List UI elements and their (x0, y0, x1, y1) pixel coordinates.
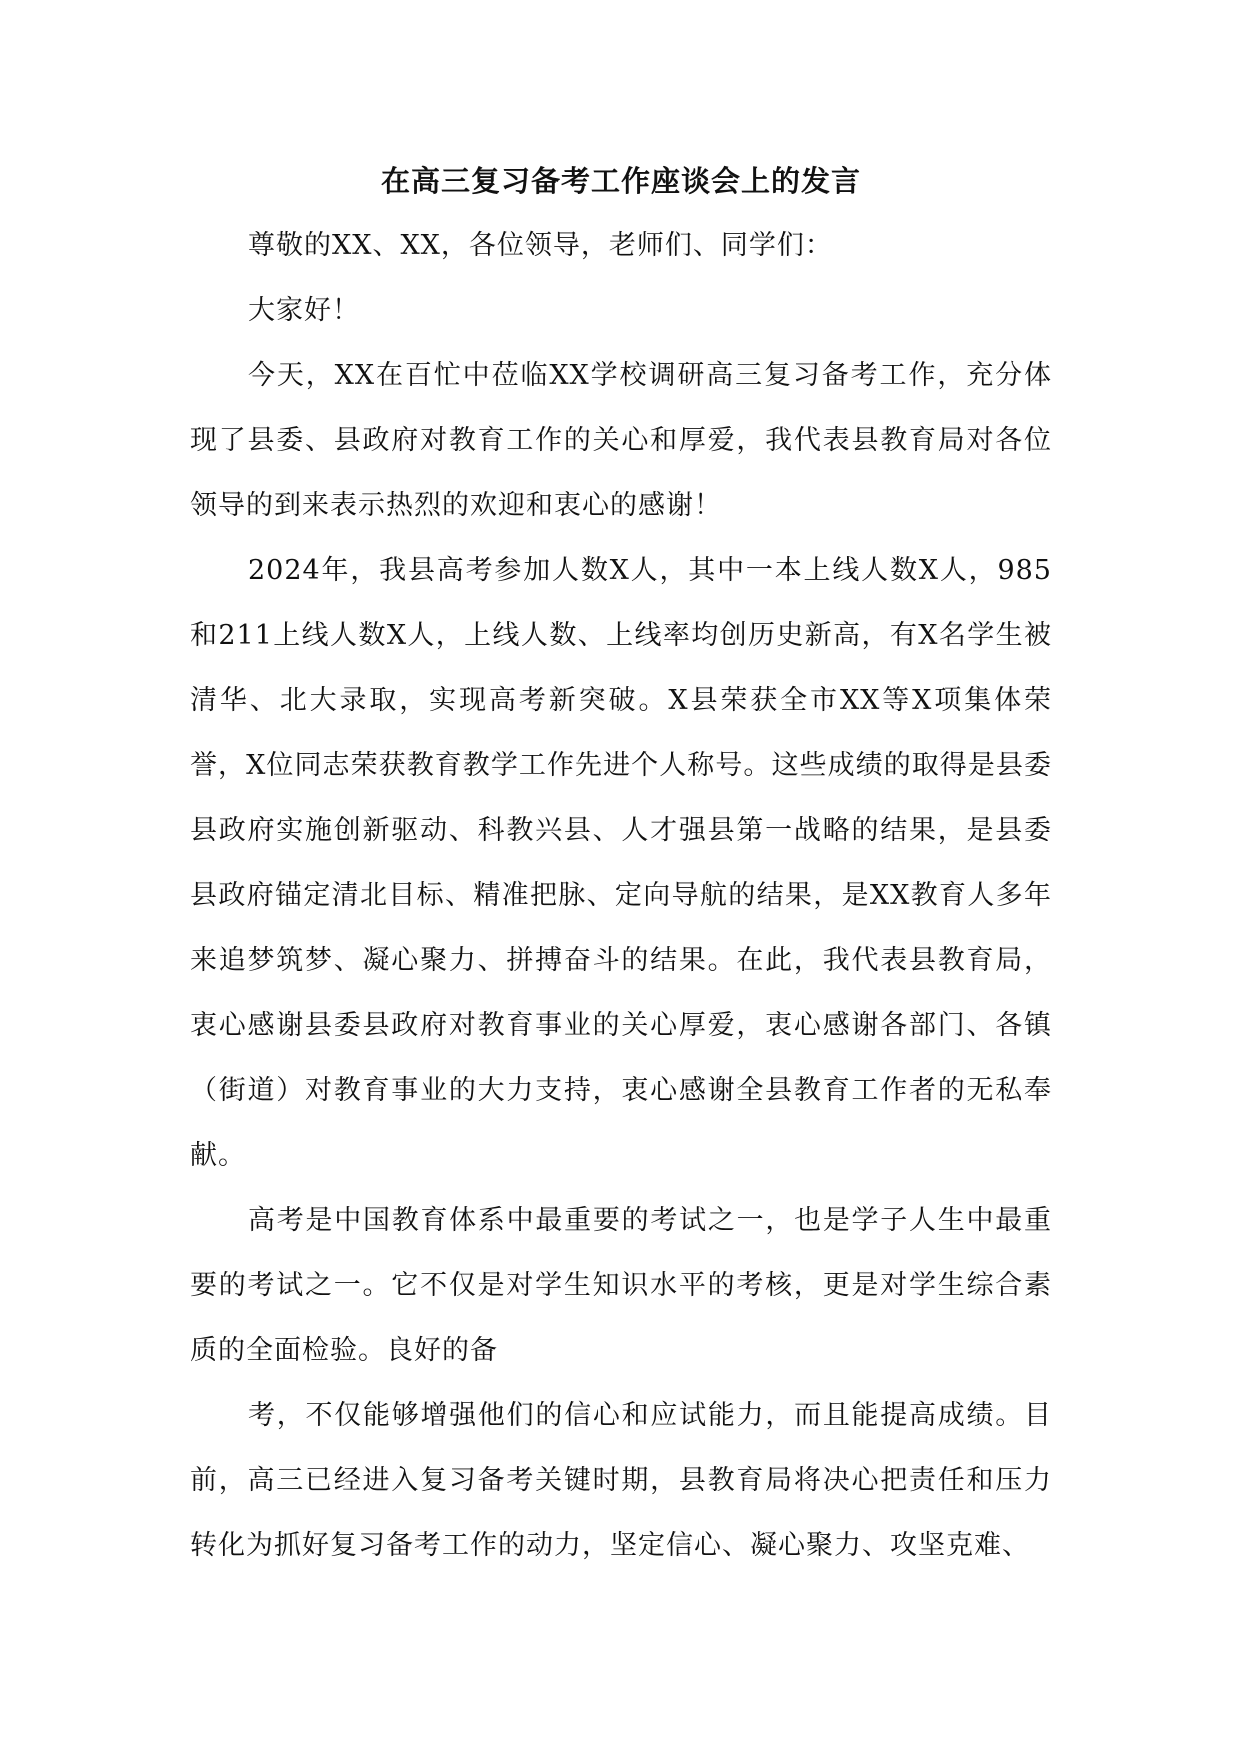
document-page (190, 160, 1052, 1720)
document-title: 在高三复习备考工作座谈会上的发言 (380, 164, 861, 198)
preparation-paragraph: 考，不仅能够增强他们的信心和应试能力，而且能提高成绩。目前，高三已经进入复习备考关键时期，县教育局将决心把责任和压力转化为抓好复习备考工作的动力，坚定信心、凝心聚力、攻坚克难、 (190, 1400, 1052, 1561)
achievements-paragraph: 2024年，我县高考参加人数X人，其中一本上线人数X人，985和211上线人数X人，上线人数、上线率均创历史新高，有X名学生被清华、北大录取，实现高考新突破。X县荣获全市XX等X项集体荣誉，X位同志荣获教育教学工作先进个人称号。这些成绩的取得是县委县政府实施创新驱动、科教兴县、人才强县第一战略的结果，是县委县政府锚定清北目标、精准把脉、定向导航的结果，是XX教育人多年来追梦筑梦、凝心聚力、拼搏奋斗的结果。在此，我代表县教育局，衷心感谢县委县政府对教育事业的关心厚爱，衷心感谢各部门、各镇（街道）对教育事业的大力支持，衷心感谢全县教育工作者的无私奉献。 (190, 555, 1052, 1171)
gaokao-importance-paragraph: 高考是中国教育体系中最重要的考试之一，也是学子人生中最重要的考试之一。它不仅是对学生知识水平的考核，更是对学生综合素质的全面检验。良好的备 (190, 1205, 1052, 1366)
greeting-paragraph: 大家好！ (248, 295, 360, 326)
welcome-paragraph: 今天，XX在百忙中莅临XX学校调研高三复习备考工作，充分体现了县委、县政府对教育工作的关心和厚爱，我代表县教育局对各位领导的到来表示热烈的欢迎和衷心的感谢！ (190, 360, 1052, 521)
salutation-paragraph: 尊敬的XX、XX，各位领导，老师们、同学们： (248, 230, 833, 261)
